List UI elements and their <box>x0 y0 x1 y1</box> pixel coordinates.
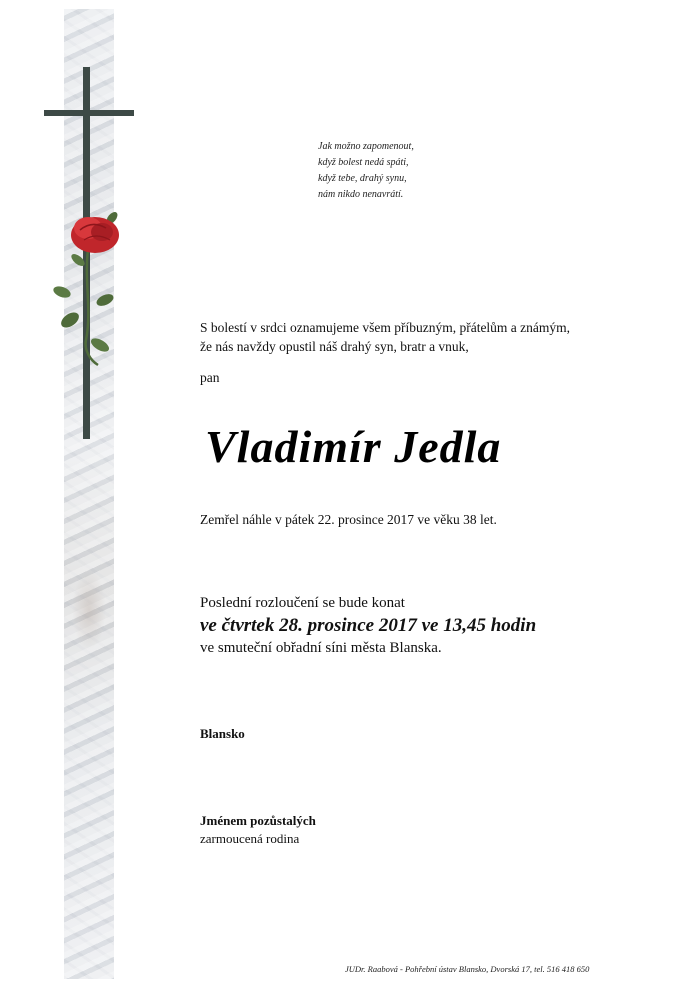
cross-with-rose-icon <box>40 60 140 450</box>
title-word: pan <box>200 370 220 385</box>
announcement <box>200 318 570 356</box>
poem-line: nám nikdo nenavrátí. <box>318 189 404 200</box>
rose-bloom <box>71 217 119 253</box>
farewell-notice <box>200 593 536 659</box>
farewell-line: Poslední rozloučení se bude konat <box>200 595 405 611</box>
poem <box>318 139 414 203</box>
farewell-place: ve smuteční obřadní síni města Blanska. <box>200 640 442 656</box>
death-notice: Zemřel náhle v pátek 22. prosince 2017 ve věku 38 let. <box>200 512 497 527</box>
marble-stain <box>72 570 106 650</box>
signature-family: zarmoucená rodina <box>200 831 300 846</box>
farewell-date-time: ve čtvrtek 28. prosince 2017 ve 13,45 hodin <box>200 615 537 636</box>
rose-leaf <box>95 292 116 309</box>
poem-line: Jak možno zapomenout, <box>318 141 414 152</box>
rose-leaf <box>58 309 81 330</box>
rose-leaf <box>89 336 111 355</box>
announcement-line: že nás navždy opustil náš drahý syn, bratr a vnuk, <box>200 339 469 354</box>
poem-line: když bolest nedá spáti, <box>318 157 409 168</box>
rose-leaf <box>52 284 72 300</box>
signature <box>200 812 316 848</box>
funeral-home-footer: JUDr. Raabová - Pohřební ústav Blansko, Dvorská 17, tel. 516 418 650 <box>345 964 590 974</box>
cross-horizontal-beam <box>44 110 134 116</box>
signature-heading: Jménem pozůstalých <box>200 813 316 828</box>
announcement-line: S bolestí v srdci oznamujeme všem příbuzným, přátelům a známým, <box>200 320 571 335</box>
poem-line: když tebe, drahý synu, <box>318 173 407 184</box>
deceased-name: Vladimír Jedla <box>205 421 502 472</box>
place-name: Blansko <box>200 726 245 741</box>
